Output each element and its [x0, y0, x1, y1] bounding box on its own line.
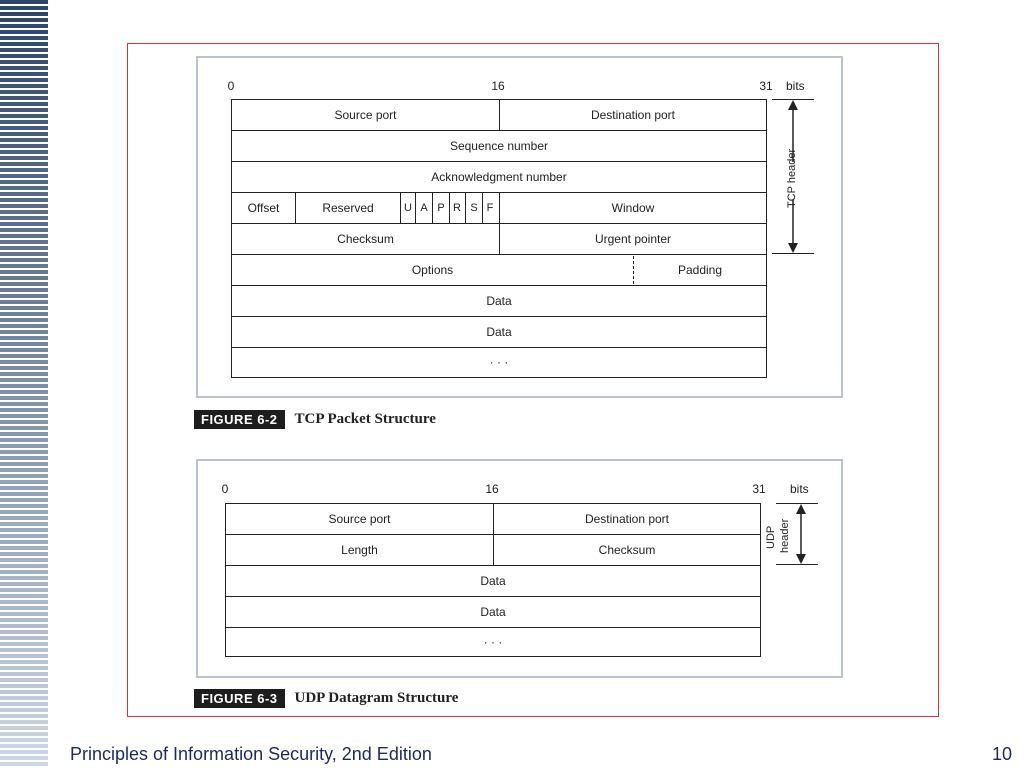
- stripe-bar: [0, 378, 48, 382]
- stripe-bar: [0, 534, 48, 538]
- stripe-bar: [0, 360, 48, 364]
- stripe-bar: [0, 102, 48, 106]
- stripe-bar: [0, 486, 48, 490]
- udp-figure-panel: [196, 459, 843, 678]
- stripe-bar: [0, 240, 48, 244]
- udp-bits-label: bits: [790, 482, 809, 496]
- tcp-bits-label: bits: [786, 79, 805, 93]
- stripe-bar: [0, 606, 48, 610]
- stripe-bar: [0, 558, 48, 562]
- stripe-bar: [0, 222, 48, 226]
- stripe-bar: [0, 738, 48, 742]
- udp-data-row-2: Data: [480, 605, 506, 619]
- stripe-bar: [0, 270, 48, 274]
- stripe-bar: [0, 588, 48, 592]
- stripe-bar: [0, 654, 48, 658]
- tcp-flag-u: U: [404, 202, 412, 214]
- tcp-bit-16: 16: [491, 79, 505, 93]
- footer-page-number: 10: [991, 744, 1012, 764]
- tcp-flag-r: R: [453, 202, 461, 214]
- tcp-options: Options: [411, 263, 454, 277]
- stripe-bar: [0, 510, 48, 514]
- udp-header-bottom-tick: [776, 564, 818, 565]
- tcp-padding: Padding: [677, 263, 723, 277]
- stripe-bar: [0, 462, 48, 466]
- udp-bit-16: 16: [485, 482, 499, 496]
- stripe-bar: [0, 264, 48, 268]
- udp-figure-caption: [194, 689, 458, 708]
- stripe-bar: [0, 480, 48, 484]
- stripe-bar: [0, 114, 48, 118]
- stripe-bar: [0, 210, 48, 214]
- tcp-header-bottom-tick: [772, 253, 814, 254]
- stripe-bar: [0, 432, 48, 436]
- tcp-checksum: Checksum: [337, 232, 394, 246]
- stripe-bar: [0, 666, 48, 670]
- stripe-bar: [0, 624, 48, 628]
- stripe-bar: [0, 522, 48, 526]
- tcp-urgent-pointer: Urgent pointer: [594, 232, 672, 246]
- stripe-bar: [0, 162, 48, 166]
- stripe-bar: [0, 372, 48, 376]
- stripe-bar: [0, 366, 48, 370]
- udp-figure-title: UDP Datagram Structure: [294, 690, 459, 706]
- stripe-bar: [0, 444, 48, 448]
- stripe-bar: [0, 552, 48, 556]
- stripe-bar: [0, 54, 48, 58]
- tcp-ack-number: Acknowledgment number: [431, 170, 567, 184]
- tcp-header-label: TCP header: [786, 148, 798, 208]
- stripe-bar: [0, 564, 48, 568]
- stripe-bar: [0, 672, 48, 676]
- stripe-bar: [0, 120, 48, 124]
- stripe-bar: [0, 516, 48, 520]
- stripe-bar: [0, 78, 48, 82]
- stripe-bar: [0, 318, 48, 322]
- stripe-bar: [0, 396, 48, 400]
- stripe-bar: [0, 426, 48, 430]
- stripe-bar: [0, 474, 48, 478]
- stripe-bar: [0, 678, 48, 682]
- stripe-bar: [0, 492, 48, 496]
- udp-bit-0: 0: [221, 482, 229, 496]
- stripe-bar: [0, 618, 48, 622]
- slide-figure-frame: [127, 43, 939, 717]
- stripe-bar: [0, 528, 48, 532]
- tcp-data-row-1: Data: [486, 294, 512, 308]
- stripe-bar: [0, 612, 48, 616]
- stripe-bar: [0, 306, 48, 310]
- stripe-bar: [0, 756, 48, 760]
- stripe-bar: [0, 6, 48, 10]
- udp-source-port: Source port: [328, 512, 391, 526]
- stripe-bar: [0, 726, 48, 730]
- stripe-bar: [0, 684, 48, 688]
- stripe-bar: [0, 540, 48, 544]
- tcp-ellipsis-row: · · ·: [489, 355, 509, 369]
- stripe-bar: [0, 108, 48, 112]
- udp-length: Length: [341, 543, 378, 557]
- stripe-bar: [0, 732, 48, 736]
- stripe-bar: [0, 576, 48, 580]
- tcp-flag-p: P: [437, 202, 445, 214]
- stripe-bar: [0, 42, 48, 46]
- stripe-bar: [0, 336, 48, 340]
- stripe-bar: [0, 36, 48, 40]
- stripe-bar: [0, 60, 48, 64]
- footer-book-title: Principles of Information Security, 2nd Edition: [70, 744, 432, 764]
- tcp-header-grid: [231, 99, 767, 378]
- stripe-bar: [0, 750, 48, 754]
- stripe-bar: [0, 582, 48, 586]
- tcp-flag-s: S: [470, 202, 478, 214]
- stripe-bar: [0, 312, 48, 316]
- stripe-bar: [0, 174, 48, 178]
- stripe-bar: [0, 546, 48, 550]
- stripe-bar: [0, 348, 48, 352]
- tcp-figure-tag: FIGURE 6-2: [194, 410, 285, 429]
- stripe-bar: [0, 90, 48, 94]
- stripe-bar: [0, 696, 48, 700]
- tcp-figure-panel: [196, 56, 843, 398]
- stripe-bar: [0, 24, 48, 28]
- stripe-bar: [0, 438, 48, 442]
- stripe-bar: [0, 180, 48, 184]
- stripe-bar: [0, 702, 48, 706]
- udp-header-span-arrow: [794, 504, 808, 564]
- stripe-bar: [0, 252, 48, 256]
- stripe-bar: [0, 324, 48, 328]
- stripe-bar: [0, 66, 48, 70]
- stripe-bar: [0, 468, 48, 472]
- stripe-bar: [0, 294, 48, 298]
- stripe-bar: [0, 642, 48, 646]
- stripe-bar: [0, 708, 48, 712]
- stripe-bar: [0, 72, 48, 76]
- stripe-bar: [0, 408, 48, 412]
- stripe-bar: [0, 744, 48, 748]
- stripe-bar: [0, 600, 48, 604]
- stripe-bar: [0, 594, 48, 598]
- stripe-bar: [0, 330, 48, 334]
- stripe-bar: [0, 96, 48, 100]
- side-stripes: [0, 0, 48, 768]
- stripe-bar: [0, 246, 48, 250]
- tcp-source-port: Source port: [334, 108, 397, 122]
- stripe-bar: [0, 300, 48, 304]
- stripe-bar: [0, 498, 48, 502]
- tcp-destination-port: Destination port: [590, 108, 676, 122]
- stripe-bar: [0, 648, 48, 652]
- udp-data-row-1: Data: [480, 574, 506, 588]
- stripe-bar: [0, 456, 48, 460]
- stripe-bar: [0, 30, 48, 34]
- stripe-bar: [0, 420, 48, 424]
- stripe-bar: [0, 630, 48, 634]
- udp-checksum: Checksum: [598, 543, 656, 557]
- stripe-bar: [0, 714, 48, 718]
- stripe-bar: [0, 144, 48, 148]
- udp-ellipsis-row: · · ·: [483, 635, 503, 649]
- tcp-bit-31: 31: [759, 79, 773, 93]
- stripe-bar: [0, 186, 48, 190]
- stripe-bar: [0, 204, 48, 208]
- stripe-bar: [0, 390, 48, 394]
- stripe-bar: [0, 258, 48, 262]
- tcp-reserved: Reserved: [322, 201, 374, 215]
- stripe-bar: [0, 720, 48, 724]
- stripe-bar: [0, 132, 48, 136]
- stripe-bar: [0, 150, 48, 154]
- stripe-bar: [0, 690, 48, 694]
- stripe-bar: [0, 216, 48, 220]
- stripe-bar: [0, 156, 48, 160]
- tcp-figure-caption: [194, 410, 436, 429]
- tcp-flag-f: F: [486, 202, 494, 214]
- stripe-bar: [0, 192, 48, 196]
- tcp-flag-a: A: [420, 202, 428, 214]
- stripe-bar: [0, 138, 48, 142]
- stripe-bar: [0, 84, 48, 88]
- stripe-bar: [0, 12, 48, 16]
- tcp-window: Window: [611, 201, 655, 215]
- stripe-bar: [0, 354, 48, 358]
- udp-header-label-2: header: [779, 518, 791, 553]
- stripe-bar: [0, 18, 48, 22]
- tcp-sequence-number: Sequence number: [449, 139, 549, 153]
- stripe-bar: [0, 504, 48, 508]
- stripe-bar: [0, 234, 48, 238]
- udp-bit-31: 31: [752, 482, 766, 496]
- udp-figure-tag: FIGURE 6-3: [194, 689, 285, 708]
- stripe-bar: [0, 228, 48, 232]
- stripe-bar: [0, 126, 48, 130]
- stripe-bar: [0, 570, 48, 574]
- stripe-bar: [0, 342, 48, 346]
- udp-header-grid: [225, 503, 761, 657]
- stripe-bar: [0, 168, 48, 172]
- stripe-bar: [0, 660, 48, 664]
- tcp-offset: Offset: [247, 201, 280, 215]
- stripe-bar: [0, 402, 48, 406]
- stripe-bar: [0, 276, 48, 280]
- stripe-bar: [0, 198, 48, 202]
- stripe-bar: [0, 384, 48, 388]
- udp-header-label-1: UDP: [765, 525, 777, 549]
- stripe-bar: [0, 48, 48, 52]
- tcp-data-row-2: Data: [486, 325, 512, 339]
- stripe-bar: [0, 762, 48, 766]
- stripe-bar: [0, 414, 48, 418]
- stripe-bar: [0, 450, 48, 454]
- stripe-bar: [0, 0, 48, 4]
- tcp-figure-title: TCP Packet Structure: [294, 411, 436, 427]
- stripe-bar: [0, 636, 48, 640]
- stripe-bar: [0, 282, 48, 286]
- tcp-bit-0: 0: [227, 79, 235, 93]
- udp-destination-port: Destination port: [584, 512, 670, 526]
- stripe-bar: [0, 288, 48, 292]
